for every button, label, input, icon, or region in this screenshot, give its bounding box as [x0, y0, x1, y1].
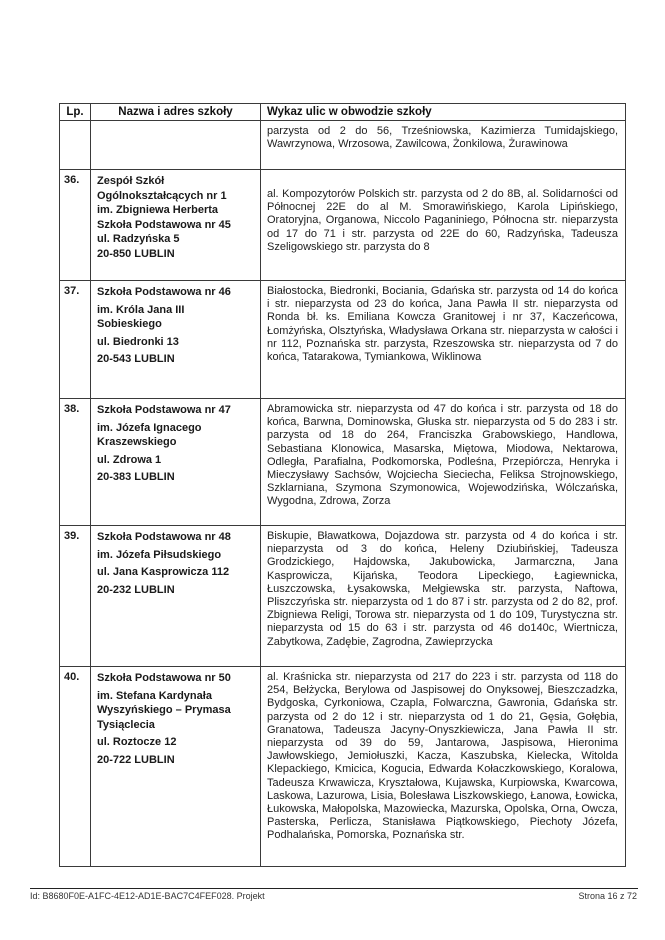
- row-school-name: [91, 281, 261, 399]
- school-address-line: ul. Zdrowa 1: [97, 453, 162, 466]
- school-patron-line: Kraszewskiego: [97, 436, 177, 448]
- school-name-line: Szkoła Podstawowa nr 45: [97, 218, 231, 231]
- row-streets: Biskupie, Bławatkowa, Dojazdowa str. parzysta od 4 do końca i str. nieparzysta od 3 do końca, Heleny Dziubińskiej, Tadeusza Grodzickiego, Hajdowska, Jakubowicka, Jarmarczna, Jana Kasprowicza, Kijańska, Teodora Lipeckiego, Łagiewnicka, Łuszczowska, Łysakowska, Mełgiewska str. parzysta, Naftowa, Pliszczyńska str. nieparzysta od 1 do 87 i str. parzysta od 2 do 82, prof. Zbigniewa Religi, Torowa str. nieparzysta od 1 do 109, Turystyczna str. nieparzysta od 15 do 63 i str. parzysta od 46 do140c, Wiertnicza, Zabytkowa, Zadębie, Zagrodna, Zawieprzycka: [261, 526, 626, 667]
- document-id: Id: B8680F0E-A1FC-4E12-AD1E-BAC7C4FEF028. Projekt: [30, 891, 265, 901]
- header-streets: Wykaz ulic w obwodzie szkoły: [261, 104, 626, 121]
- table-row: [60, 526, 626, 667]
- school-name-line: Szkoła Podstawowa nr 46: [97, 286, 231, 298]
- school-patron-line: im. Króla Jana III: [97, 303, 185, 316]
- school-name-line: Szkoła Podstawowa nr 48: [97, 531, 231, 543]
- school-patron-line: Sobieskiego: [97, 318, 162, 330]
- school-name-line: Szkoła Podstawowa nr 47: [97, 404, 231, 416]
- row-lp: 37.: [60, 281, 91, 399]
- row-lp: 38.: [60, 399, 91, 526]
- row-lp: 40.: [60, 667, 91, 867]
- table-row: [60, 170, 626, 281]
- table-row: [60, 399, 626, 526]
- school-postal-line: 20-232 LUBLIN: [97, 583, 175, 596]
- school-name-line: Szkoła Podstawowa nr 50: [97, 672, 231, 684]
- row-school-name: [91, 526, 261, 667]
- school-patron-line: Wyszyńskiego – Prymasa: [97, 704, 231, 716]
- school-name-line: Ogólnokształcących nr 1: [97, 189, 227, 202]
- school-address-line: ul. Roztocze 12: [97, 736, 177, 748]
- row-streets: Białostocka, Biedronki, Bociania, Gdańska str. parzysta od 14 do końca i str. nieparzysta od 23 do końca, Jana Pawła II str. nieparzysta od Ronda bł. ks. Emiliana Kowcza Granitowej i nr 37, Kaczeńcowa, Łomżyńska, Olsztyńska, Władysława Orkana str. nieparzysta w całości i nr 112, Poznańska str. parzysta, Rzeszowska str. nieparzysta od 7 do końca, Tatarakowa, Tymiankowa, Wiklinowa: [261, 281, 626, 399]
- row-school-name: [91, 399, 261, 526]
- page-number: Strona 16 z 72: [578, 891, 637, 901]
- table-row: [60, 281, 626, 399]
- school-postal-line: 20-722 LUBLIN: [97, 753, 175, 766]
- row-streets: al. Kraśnicka str. nieparzysta od 217 do 223 i str. parzysta od 118 do 254, Bełżycka, Berylowa od Jaspisowej do Onyksowej, Bieszczadzka, Bydgoska, Cyrkoniowa, Czapla, Folwarczna, Gawronia, Gdańska str. parzysta od 2 do 12 i str. nieparzysta od 1 do 21, Gęsia, Gołębia, Granatowa, Tadeusza Jacyny-Onyszkiewicza, Jana Pawła II str. nieparzysta od 39 do 59, Jantarowa, Jaspisowa, Hieronima Jawłowskiego, Jemiołuszki, Kacza, Kaszubska, Kielecka, Witolda Klepackiego, Kmicica, Kogucia, Edwarda Kołaczkowskiego, Koralowa, Tadeusza Krwawicza, Kryształowa, Kujawska, Kurpiowska, Kwarcowa, Laskowa, Lazurowa, Lisia, Bolesława Liszkowskiego, Łanowa, Łowicka, Łukowska, Małopolska, Mazowiecka, Mazurska, Opolska, Orna, Owcza, Pasterska, Perlicza, Stanisława Piątkowskiego, Piechoty Józefa, Podhalańska, Pomorska, Poznańska str.: [261, 667, 626, 867]
- footer-divider: [30, 888, 638, 889]
- row-school-name: [91, 170, 261, 281]
- row-lp: [60, 121, 91, 170]
- school-patron-line: im. Józefa Piłsudskiego: [97, 548, 222, 561]
- table-row-continuation: [60, 121, 626, 170]
- school-patron-line: im. Zbigniewa Herberta: [97, 204, 219, 216]
- school-postal-line: 20-850 LUBLIN: [97, 247, 175, 260]
- row-school-name: [91, 667, 261, 867]
- school-address-line: ul. Jana Kasprowicza 112: [97, 566, 230, 578]
- school-postal-line: 20-383 LUBLIN: [97, 471, 175, 483]
- school-patron-line: im. Stefana Kardynała: [97, 689, 212, 702]
- row-streets: al. Kompozytorów Polskich str. parzysta od 2 do 8B, al. Solidarności od Północnej 22E do al M. Smorawińskiego, Karola Lipińskiego, Oratoryjna, Organowa, Niccolo Paganiniego, Północna str. nieparzysta od 17 do 71 i str. parzysta od 22E do 60, Radzyńska, Tadeusza Szeligowskiego str. parzysta do 8: [261, 170, 626, 281]
- school-address-line: ul. Biedronki 13: [97, 335, 179, 348]
- header-school-name: Nazwa i adres szkoły: [91, 104, 261, 121]
- row-streets: parzysta od 2 do 56, Trześniowska, Kazimierza Tumidajskiego, Wawrzynowa, Wrzosowa, Zawilcowa, Żonkilowa, Żurawinowa: [261, 121, 626, 170]
- header-lp: Lp.: [60, 104, 91, 121]
- school-postal-line: 20-543 LUBLIN: [97, 353, 175, 365]
- row-lp: 39.: [60, 526, 91, 667]
- school-districts-table: [59, 103, 626, 867]
- school-address-line: ul. Radzyńska 5: [97, 233, 180, 245]
- row-lp: 36.: [60, 170, 91, 281]
- school-patron-line: im. Józefa Ignacego: [97, 421, 202, 434]
- school-patron-line: Tysiąclecia: [97, 718, 155, 731]
- school-name-line: Zespół Szkół: [97, 175, 165, 187]
- table-header-row: [60, 104, 626, 121]
- table-row: [60, 667, 626, 867]
- row-school-name: [91, 121, 261, 170]
- row-streets: Abramowicka str. nieparzysta od 47 do końca i str. parzysta od 18 do końca, Barwna, Dominowska, Głuska str. nieparzysta od 5 do 283 i str. parzysta od 18 do 264, Franciszka Grabowskiego, Handlowa, Sebastiana Klonowica, Masarska, Miętowa, Miodowa, Nektarowa, Odległa, Parafialna, Podkomorska, Podleśna, Przepiórcza, Henryka i Mieczysławy Sachsów, Wojciecha Sieciecha, Feliksa Strojnowskiego, Szklarniana, Szymona Szymonowica, Wojewodzińska, Wólczańska, Wygodna, Zdrowa, Zorza: [261, 399, 626, 526]
